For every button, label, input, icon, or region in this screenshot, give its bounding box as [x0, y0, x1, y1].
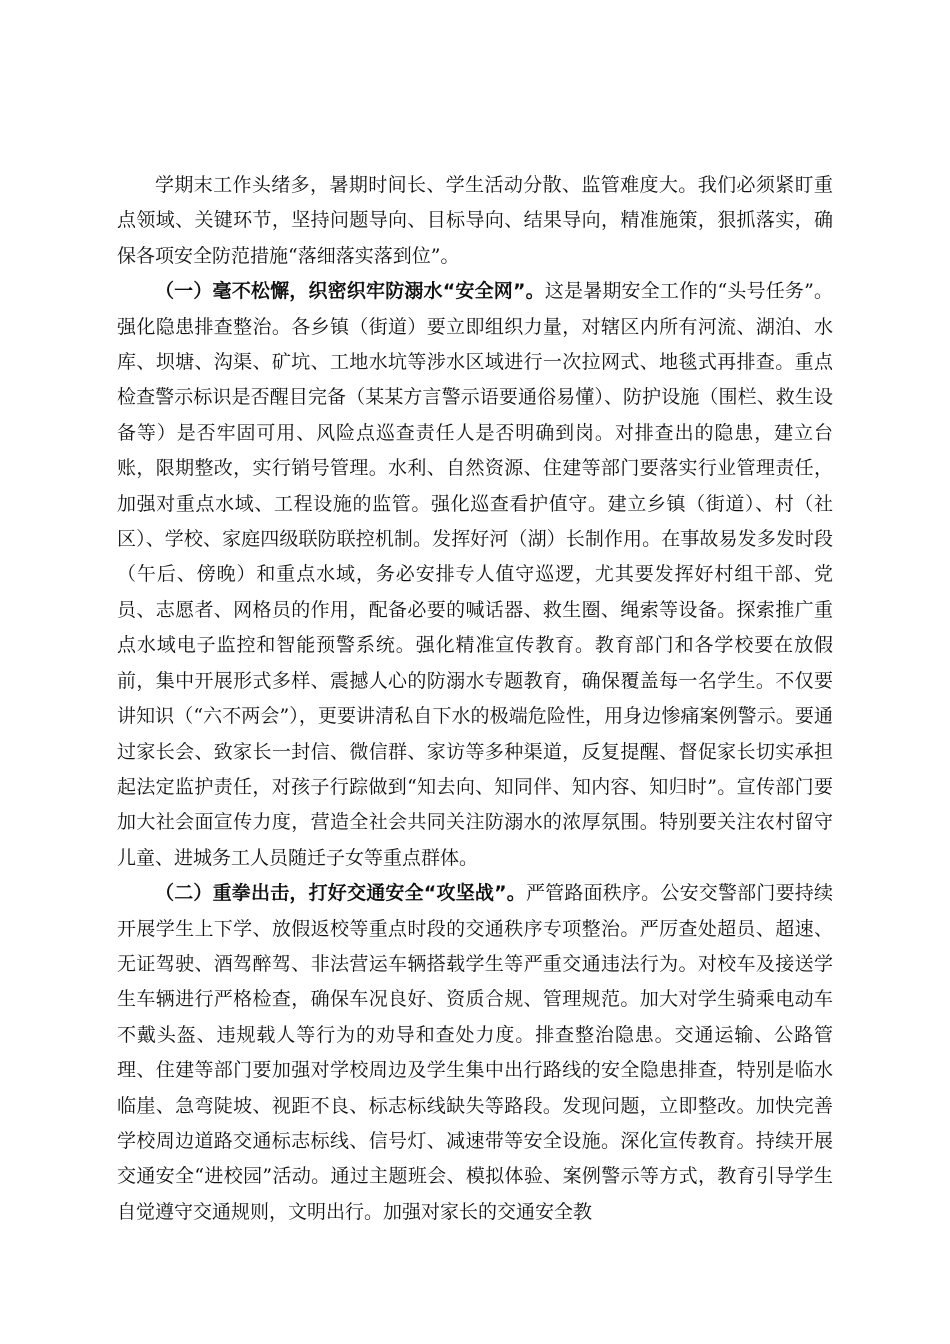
paragraph-heading: （一）毫不松懈，织密织牢防溺水“安全网”。 [155, 280, 545, 303]
document-body [117, 168, 833, 1230]
paragraph-intro [117, 168, 833, 274]
paragraph-text: 这是暑期安全工作的“头号任务”。强化隐患排查整治。各乡镇（街道）要立即组织力量，对辖区内所有河流、湖泊、水库、坝塘、沟渠、矿坑、工地水坑等涉水区域进行一次拉网式、地毯式再排查。重点检查警示标识是否醒目完备（某某方言警示语要通俗易懂）、防护设施（围栏、救生设备等）是否牢固可用、风险点巡查责任人是否明确到岗。对排查出的隐患，建立台账，限期整改，实行销号管理。水利、自然资源、住建等部门要落实行业管理责任，加强对重点水域、工程设施的监管。强化巡查看护值守。建立乡镇（街道）、村（社区）、学校、家庭四级联防联控机制。发挥好河（湖）长制作用。在事故易发多发时段（午后、傍晚）和重点水域，务必安排专人值守巡逻，尤其要发挥好村组干部、党员、志愿者、网格员的作用，配备必要的喊话器、救生圈、绳索等设备。探索推广重点水域电子监控和智能预警系统。强化精准宣传教育。教育部门和各学校要在放假前，集中开展形式多样、震撼人心的防溺水专题教育，确保覆盖每一名学生。不仅要讲知识（“六不两会”），更要讲清私自下水的极端危险性，用身边惨痛案例警示。要通过家长会、致家长一封信、微信群、家访等多种渠道，反复提醒、督促家长切实承担起法定监护责任，对孩子行踪做到“知去向、知同伴、知内容、知归时”。宣传部门要加大社会面宣传力度，营造全社会共同关注防溺水的浓厚氛围。特别要关注农村留守儿童、进城务工人员随迁子女等重点群体。 [117, 280, 833, 869]
paragraph-heading: （二）重拳出击，打好交通安全“攻坚战”。 [155, 882, 526, 905]
paragraph-drowning-prevention [117, 274, 833, 876]
paragraph-text: 学期末工作头绪多，暑期时间长、学生活动分散、监管难度大。我们必须紧盯重点领域、关键环节，坚持问题导向、目标导向、结果导向，精准施策，狠抓落实，确保各项安全防范措施“落细落实落到位”。 [117, 174, 833, 267]
paragraph-traffic-safety [117, 876, 833, 1230]
paragraph-text: 严管路面秩序。公安交警部门要持续开展学生上下学、放假返校等重点时段的交通秩序专项整治。严厉查处超员、超速、无证驾驶、酒驾醉驾、非法营运车辆搭载学生等严重交通违法行为。对校车及接送学生车辆进行严格检查，确保车况良好、资质合规、管理规范。加大对学生骑乘电动车不戴头盔、违规载人等行为的劝导和查处力度。排查整治隐患。交通运输、公路管理、住建等部门要加强对学校周边及学生集中出行路线的安全隐患排查，特别是临水临崖、急弯陡坡、视距不良、标志标线缺失等路段。发现问题，立即整改。加快完善学校周边道路交通标志标线、信号灯、减速带等安全设施。深化宣传教育。持续开展交通安全“进校园”活动。通过主题班会、模拟体验、案例警示等方式，教育引导学生自觉遵守交通规则，文明出行。加强对家长的交通安全教 [117, 882, 833, 1223]
